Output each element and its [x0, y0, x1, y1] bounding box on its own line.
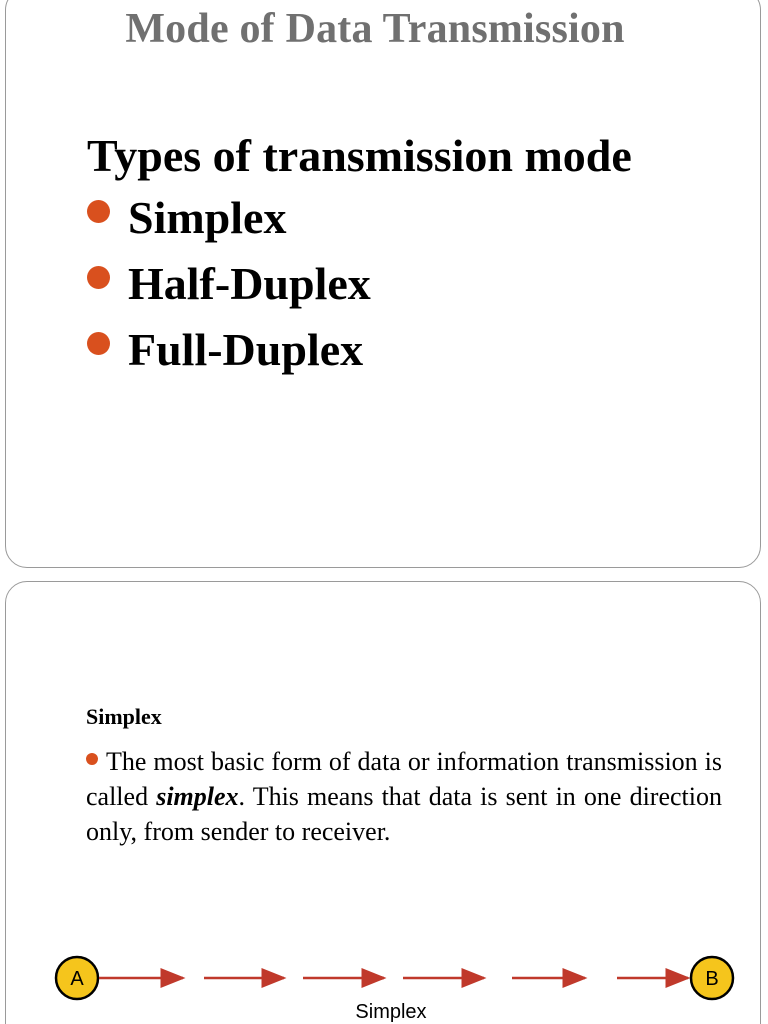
list-item-label: Simplex: [128, 192, 287, 243]
diagram-caption: Simplex: [355, 1001, 427, 1023]
bullet-dot-icon: [87, 200, 110, 223]
list-item-label: Half-Duplex: [128, 258, 371, 309]
list-item-label: Full-Duplex: [128, 324, 364, 375]
node-b-label: B: [705, 968, 719, 990]
slide-title: Mode of Data Transmission: [125, 6, 625, 52]
node-a: [56, 957, 98, 999]
slide-2: [5, 581, 761, 1024]
simplex-diagram: [46, 954, 746, 1024]
bullet-dot-icon: [87, 332, 110, 355]
simplex-heading: Simplex: [86, 704, 162, 729]
description-text-start: The most basic form of data or information transmission is called: [86, 747, 722, 811]
types-heading: Types of transmission mode: [87, 130, 632, 181]
list-item-full-duplex: [87, 325, 371, 391]
description-text-end: . This means that data is sent in one direction only, from sender to receiver.: [86, 782, 722, 846]
slide-1: [5, 0, 761, 568]
list-item-simplex: [87, 193, 371, 259]
bullet-dot-icon: [87, 266, 110, 289]
simplex-description: [86, 744, 722, 849]
transmission-mode-list: [87, 193, 371, 391]
list-item-half-duplex: [87, 259, 371, 325]
node-a-label: A: [70, 968, 84, 990]
description-emphasis: simplex: [156, 782, 239, 811]
bullet-dot-icon: [86, 753, 98, 765]
node-b: [691, 957, 733, 999]
